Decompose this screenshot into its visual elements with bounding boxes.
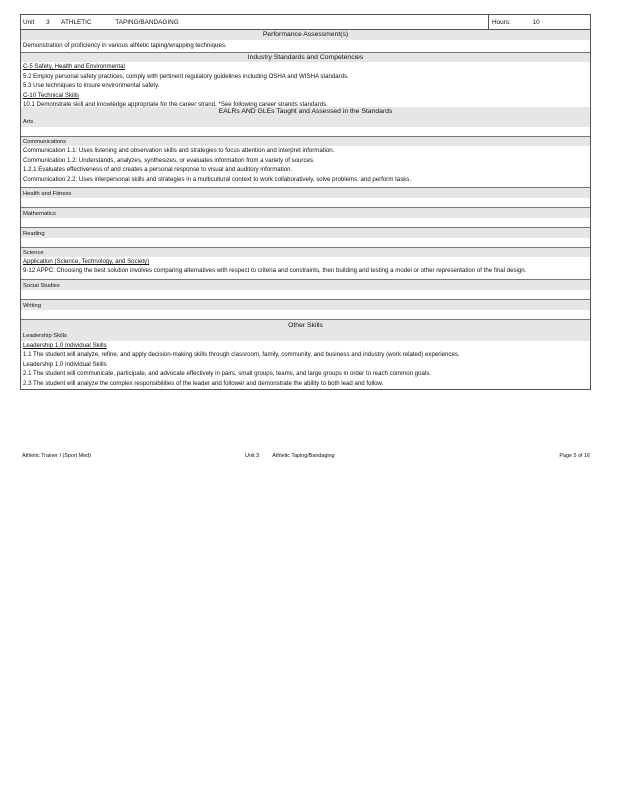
science-application: Application (Science, Technology, and Society) xyxy=(23,258,150,266)
reading-band: Reading xyxy=(21,227,590,238)
unit-number: 3 xyxy=(46,19,50,26)
leadership-line: 2.1 The student will communicate, participate, and advocate effectively in pairs, small groups, teams, and large groups in order to reach common goals. xyxy=(23,370,431,378)
science-text: 9-12 APPC: Choosing the best solution involves comparing alternatives with respect to criteria and constraints, then building and testing a model or other representation of the final design. xyxy=(23,267,527,275)
performance-title: Performance Assessment(s) xyxy=(21,30,590,40)
other-skills-title: Other Skills xyxy=(21,319,590,331)
unit-title-1: ATHLETIC xyxy=(61,19,92,26)
unit-title-2: TAPING/BANDAGING xyxy=(115,19,179,26)
communications-line: Communication 2.2: Uses interpersonal skills and strategies in a multicultural context to work collaboratively, solve problems, and perform tasks. xyxy=(23,175,412,183)
communications-line: Communication 1.2: Understands, analyzes, synthesizes, or evaluates information from a variety of sources. xyxy=(23,156,315,164)
communications-line: Communication 1.1: Uses listening and observation skills and strategies to focus attention and interpret information. xyxy=(23,147,335,155)
leadership-line: Leadership 1.0 Individual Skills xyxy=(23,360,107,368)
writing-band: Writing xyxy=(21,299,590,310)
communications-line: 1.2.1 Evaluates effectiveness of and creates a personal response to visual and auditory information. xyxy=(23,166,293,174)
mathematics-band: Mathematics xyxy=(21,207,590,218)
industry-title: Industry Standards and Competencies xyxy=(21,52,590,62)
footer-page-number: Page 5 of 16 xyxy=(559,453,590,459)
footer-unit xyxy=(245,453,559,459)
leadership-band: Leadership Skills xyxy=(21,331,590,341)
unit-header xyxy=(21,15,590,30)
hours-label: Hours: xyxy=(492,19,511,26)
industry-line: C-5 Safety, Health and Environmental xyxy=(23,63,125,71)
communications-band: Communications xyxy=(21,136,590,146)
industry-line: 5.3 Use techniques to insure environmental safety. xyxy=(23,82,160,90)
page-footer xyxy=(22,453,590,459)
unit-label: Unit xyxy=(23,19,35,26)
footer-unit-title: Athletic Taping/Bandaging xyxy=(272,453,335,459)
hours-value: 10 xyxy=(532,19,540,26)
leadership-line: Leadership 1.0 Individual Skills xyxy=(23,341,107,349)
industry-list xyxy=(21,62,590,109)
science-band: Science xyxy=(21,247,590,257)
leadership-line: 1.1 The student will analyze, refine, and apply decision-making skills through classroom, family, community, and business and industry (work related) experiences. xyxy=(23,351,460,359)
ealrs-title: EALRs AND GLEs Taught and Assessed in the Standards xyxy=(21,107,590,117)
unit-document xyxy=(20,14,591,390)
performance-text: Demonstration of proficiency in various athletic taping/wrapping techniques. xyxy=(23,42,227,49)
unit-info xyxy=(21,15,488,29)
hours-cell xyxy=(488,15,590,29)
leadership-list xyxy=(21,341,590,389)
arts-band: Arts xyxy=(21,117,590,127)
industry-line: 10.1 Demonstrate skill and knowledge appropriate for the career strand. *See following career strands standards. xyxy=(23,101,328,109)
industry-line: C-10 Technical Skills xyxy=(23,91,80,99)
footer-unit-label: Unit 3 xyxy=(245,453,260,459)
communications-list xyxy=(21,146,590,187)
industry-line: 5.2 Employ personal safety practices, comply with pertinent regulatory guidelines including OSHA and WISHA standards. xyxy=(23,72,349,80)
health-band: Health and Fitness xyxy=(21,187,590,198)
footer-course: Athletic Trainer I (Sport Med) xyxy=(22,453,91,459)
social-studies-band: Social Studies xyxy=(21,279,590,290)
leadership-line: 2.3 The student will analyze the complex responsibilities of the leader and follower and demonstrate the ability to both lead and follow. xyxy=(23,379,384,387)
